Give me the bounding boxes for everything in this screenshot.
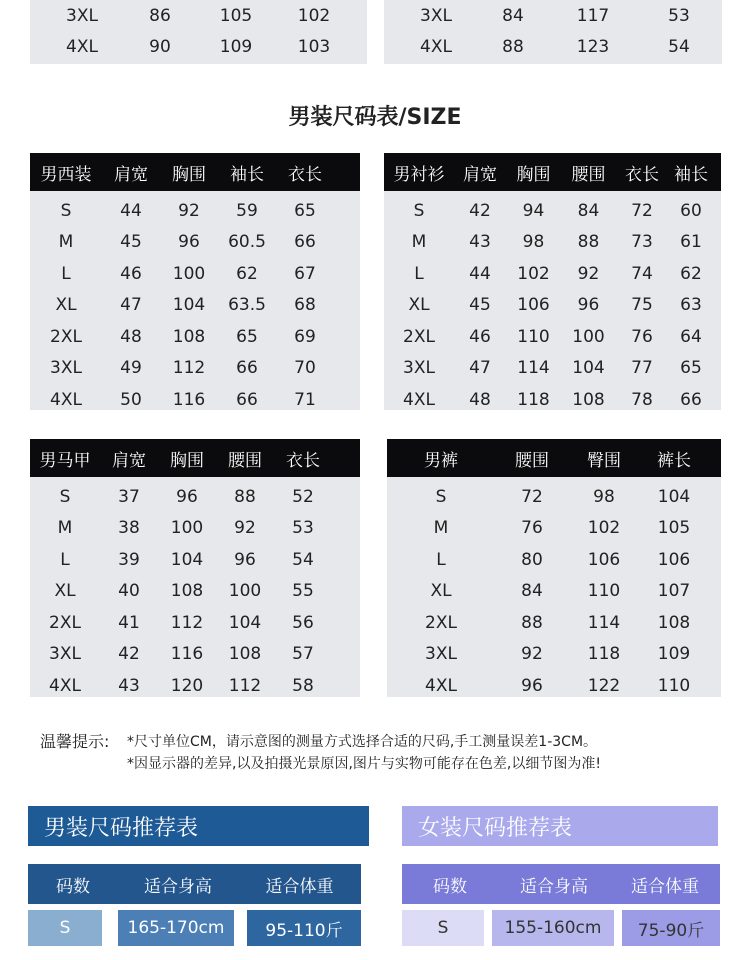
table-row [30, 353, 360, 385]
value-cell: 72 [521, 486, 543, 507]
header-cell: 适合体重 [265, 876, 334, 897]
size-cell: 2XL [49, 612, 81, 633]
value-cell: 112 [172, 358, 206, 379]
size-cell: M [411, 232, 427, 253]
size-cell: S [413, 200, 425, 221]
value-cell: 38 [118, 518, 140, 539]
header-cell: 男西装 [40, 164, 92, 185]
table-row [30, 31, 367, 62]
men-recommend-banner [28, 806, 369, 846]
value-cell: 40 [118, 581, 140, 602]
table-row [30, 513, 360, 545]
header-cell: 臀围 [587, 450, 621, 471]
value-cell: 92 [178, 200, 200, 221]
value-cell: 63 [680, 295, 702, 316]
table-row [30, 384, 360, 416]
table-row [30, 670, 360, 702]
value-cell: 86 [149, 5, 171, 26]
value-cell: 105 [657, 518, 691, 539]
value-cell: 59 [236, 200, 258, 221]
size-cell: 3XL [425, 644, 457, 665]
value-cell: 108 [657, 612, 691, 633]
table-row [387, 639, 721, 671]
table-row [30, 321, 360, 353]
value-cell: 104 [170, 549, 204, 570]
value-cell: 123 [576, 36, 610, 57]
value-cell: 96 [178, 232, 200, 253]
value-cell: 112 [228, 675, 262, 696]
table-row [384, 227, 721, 259]
height-cell: 165-170cm [118, 910, 234, 946]
header-cell: 衣长 [288, 164, 322, 185]
table-row [384, 290, 721, 322]
value-cell: 120 [170, 675, 204, 696]
value-cell: 56 [292, 612, 314, 633]
table-row [30, 227, 360, 259]
size-cell: 4XL [420, 36, 452, 57]
table-row [30, 195, 360, 227]
value-cell: 114 [517, 358, 550, 379]
header-cell: 胸围 [172, 164, 206, 185]
value-cell: 105 [219, 5, 253, 26]
value-cell: 80 [521, 549, 543, 570]
value-cell: 48 [469, 389, 491, 410]
header-cell: 男马甲 [39, 450, 91, 471]
value-cell: 75 [631, 295, 653, 316]
value-cell: 66 [236, 358, 258, 379]
value-cell: 88 [577, 232, 600, 253]
value-cell: 108 [228, 644, 262, 665]
size-cell: 4XL [50, 389, 82, 410]
value-cell: 76 [521, 518, 543, 539]
value-cell: 114 [587, 612, 621, 633]
table-row [384, 321, 721, 353]
table-row [384, 0, 722, 31]
value-cell: 108 [172, 326, 206, 347]
size-cell: L [61, 263, 71, 284]
value-cell: 73 [631, 232, 653, 253]
value-cell: 88 [234, 486, 256, 507]
value-cell: 100 [228, 581, 262, 602]
value-cell: 65 [294, 200, 316, 221]
value-cell: 60 [680, 200, 702, 221]
table-row [30, 258, 360, 290]
value-cell: 48 [120, 326, 142, 347]
table-row [384, 31, 722, 62]
value-cell: 61 [680, 232, 702, 253]
size-cell: XL [54, 581, 76, 602]
value-cell: 96 [176, 486, 198, 507]
value-cell: 45 [120, 232, 142, 253]
value-cell: 69 [294, 326, 316, 347]
table-row [30, 607, 360, 639]
weight-cell: 95-110斤 [247, 910, 361, 946]
header-cell: 袖长 [674, 164, 708, 185]
size-cell: XL [430, 581, 452, 602]
table-row [30, 290, 360, 322]
value-cell: 41 [118, 612, 140, 633]
value-cell: 94 [522, 200, 545, 221]
value-cell: 117 [576, 5, 610, 26]
size-cell: L [60, 549, 70, 570]
value-cell: 46 [120, 263, 142, 284]
value-cell: 122 [587, 675, 621, 696]
value-cell: 66 [294, 232, 316, 253]
header-cell: 袖长 [230, 164, 264, 185]
value-cell: 112 [170, 612, 204, 633]
table-row [387, 481, 721, 513]
value-cell: 116 [170, 644, 204, 665]
value-cell: 68 [294, 295, 316, 316]
size-cell: S [435, 486, 447, 507]
size-cell: S [60, 200, 72, 221]
women-recommend-banner [402, 806, 718, 846]
header-cell: 男裤 [424, 450, 458, 471]
value-cell: 106 [587, 549, 621, 570]
value-cell: 70 [294, 358, 316, 379]
value-cell: 76 [631, 326, 653, 347]
size-cell: M [433, 518, 449, 539]
size-cell: 4XL [49, 675, 81, 696]
value-cell: 39 [118, 549, 140, 570]
value-cell: 103 [297, 36, 331, 57]
value-cell: 96 [577, 295, 600, 316]
value-cell: 43 [469, 232, 491, 253]
value-cell: 49 [120, 358, 142, 379]
top-right-table-partial [384, 0, 722, 64]
value-cell: 44 [469, 263, 491, 284]
header-cell: 肩宽 [112, 450, 146, 471]
table-header [30, 439, 360, 477]
size-cell: 3XL [49, 644, 81, 665]
top-left-table-partial [30, 0, 367, 64]
value-cell: 100 [172, 263, 206, 284]
value-cell: 96 [234, 549, 256, 570]
tips-line-2: *因显示器的差异,以及拍摄光景原因,图片与实物可能存在色差,以细节图为准! [127, 756, 601, 772]
value-cell: 37 [118, 486, 140, 507]
value-cell: 54 [292, 549, 314, 570]
value-cell: 84 [521, 581, 543, 602]
table-row [30, 576, 360, 608]
size-cell: M [58, 232, 74, 253]
value-cell: 55 [292, 581, 314, 602]
weight-cell: 75-90斤 [622, 910, 720, 946]
size-cell: S [59, 486, 71, 507]
header-cell: 码数 [433, 876, 467, 897]
table-row [384, 384, 721, 416]
value-cell: 74 [631, 263, 653, 284]
table-header [384, 153, 721, 191]
value-cell: 118 [587, 644, 621, 665]
shirt-size-table [384, 153, 721, 410]
value-cell: 100 [170, 518, 204, 539]
table-header [28, 864, 361, 904]
table-header [30, 153, 360, 191]
value-cell: 92 [577, 263, 600, 284]
men-recommend-table [28, 864, 361, 946]
header-cell: 肩宽 [463, 164, 497, 185]
value-cell: 66 [680, 389, 702, 410]
size-cell: L [414, 263, 424, 284]
value-cell: 66 [236, 389, 258, 410]
value-cell: 84 [577, 200, 600, 221]
table-row [30, 0, 367, 31]
value-cell: 44 [120, 200, 142, 221]
value-cell: 106 [657, 549, 691, 570]
value-cell: 53 [668, 5, 690, 26]
value-cell: 110 [517, 326, 550, 347]
value-cell: 71 [294, 389, 316, 410]
value-cell: 104 [572, 358, 605, 379]
size-cell: L [436, 549, 446, 570]
value-cell: 65 [680, 358, 702, 379]
table-row [384, 195, 721, 227]
size-cell: 2XL [425, 612, 457, 633]
value-cell: 102 [517, 263, 550, 284]
header-cell: 腰围 [515, 450, 549, 471]
tips-line-1: *尺寸单位CM，请示意图的测量方式选择合适的尺码,手工测量误差1-3CM。 [127, 734, 598, 750]
table-row [28, 910, 361, 946]
value-cell: 98 [593, 486, 615, 507]
value-cell: 92 [234, 518, 256, 539]
size-chart-title: 男装尺码表/SIZE [288, 105, 462, 130]
value-cell: 118 [517, 389, 550, 410]
value-cell: 110 [587, 581, 621, 602]
table-row [387, 576, 721, 608]
size-cell: 4XL [425, 675, 457, 696]
header-cell: 裤长 [657, 450, 691, 471]
value-cell: 109 [219, 36, 253, 57]
header-cell: 衣长 [625, 164, 659, 185]
header-cell: 胸围 [516, 164, 551, 185]
header-cell: 胸围 [170, 450, 204, 471]
value-cell: 110 [657, 675, 691, 696]
value-cell: 46 [469, 326, 491, 347]
size-cell: XL [408, 295, 430, 316]
table-row [384, 258, 721, 290]
size-cell: 3XL [66, 5, 98, 26]
value-cell: 63.5 [228, 295, 266, 316]
value-cell: 104 [172, 295, 206, 316]
value-cell: 108 [170, 581, 204, 602]
size-cell: S [402, 910, 484, 946]
men-recommend-title: 男装尺码推荐表 [44, 815, 199, 841]
size-cell: 2XL [50, 326, 82, 347]
value-cell: 45 [469, 295, 491, 316]
women-recommend-table [402, 864, 720, 946]
header-cell: 腰围 [228, 450, 262, 471]
header-cell: 腰围 [571, 164, 606, 185]
value-cell: 88 [521, 612, 543, 633]
table-row [387, 670, 721, 702]
value-cell: 53 [292, 518, 314, 539]
size-cell: 3XL [50, 358, 82, 379]
value-cell: 90 [149, 36, 171, 57]
table-row [387, 544, 721, 576]
value-cell: 98 [522, 232, 545, 253]
value-cell: 62 [236, 263, 258, 284]
women-recommend-title: 女装尺码推荐表 [418, 815, 573, 841]
table-header [387, 439, 721, 477]
pants-size-table [387, 439, 721, 697]
value-cell: 104 [228, 612, 262, 633]
value-cell: 102 [297, 5, 331, 26]
table-row [30, 544, 360, 576]
value-cell: 96 [521, 675, 543, 696]
value-cell: 84 [502, 5, 524, 26]
suit-size-table [30, 153, 360, 410]
value-cell: 52 [292, 486, 314, 507]
size-cell: XL [55, 295, 77, 316]
value-cell: 116 [172, 389, 206, 410]
value-cell: 77 [631, 358, 653, 379]
size-cell: 2XL [403, 326, 435, 347]
table-row [387, 513, 721, 545]
value-cell: 102 [587, 518, 621, 539]
value-cell: 47 [469, 358, 491, 379]
vest-size-table [30, 439, 360, 697]
value-cell: 58 [292, 675, 314, 696]
size-cell: 3XL [403, 358, 435, 379]
header-cell: 码数 [56, 876, 90, 897]
table-row [30, 639, 360, 671]
value-cell: 47 [120, 295, 142, 316]
value-cell: 54 [668, 36, 690, 57]
size-cell: 4XL [66, 36, 98, 57]
header-cell: 衣长 [286, 450, 320, 471]
size-cell: 3XL [420, 5, 452, 26]
size-cell: S [28, 910, 102, 946]
header-cell: 男衬衫 [393, 164, 445, 185]
table-row [30, 481, 360, 513]
value-cell: 64 [680, 326, 702, 347]
value-cell: 57 [292, 644, 314, 665]
value-cell: 78 [631, 389, 653, 410]
header-cell: 适合身高 [520, 876, 588, 897]
value-cell: 109 [657, 644, 691, 665]
value-cell: 43 [118, 675, 140, 696]
value-cell: 88 [502, 36, 524, 57]
value-cell: 100 [572, 326, 605, 347]
value-cell: 65 [236, 326, 258, 347]
table-header [402, 864, 720, 904]
value-cell: 106 [517, 295, 550, 316]
size-cell: M [57, 518, 73, 539]
table-row [402, 910, 720, 946]
header-cell: 肩宽 [114, 164, 148, 185]
table-row [384, 353, 721, 385]
value-cell: 42 [469, 200, 491, 221]
height-cell: 155-160cm [492, 910, 614, 946]
header-cell: 适合体重 [631, 876, 699, 897]
value-cell: 50 [120, 389, 142, 410]
value-cell: 72 [631, 200, 653, 221]
value-cell: 42 [118, 644, 140, 665]
value-cell: 62 [680, 263, 702, 284]
header-cell: 适合身高 [144, 876, 212, 897]
value-cell: 107 [657, 581, 691, 602]
tips-label: 温馨提示: [40, 732, 110, 751]
value-cell: 104 [657, 486, 691, 507]
value-cell: 60.5 [228, 232, 266, 253]
size-cell: 4XL [403, 389, 435, 410]
value-cell: 67 [294, 263, 316, 284]
value-cell: 92 [521, 644, 543, 665]
value-cell: 108 [572, 389, 605, 410]
table-row [387, 607, 721, 639]
